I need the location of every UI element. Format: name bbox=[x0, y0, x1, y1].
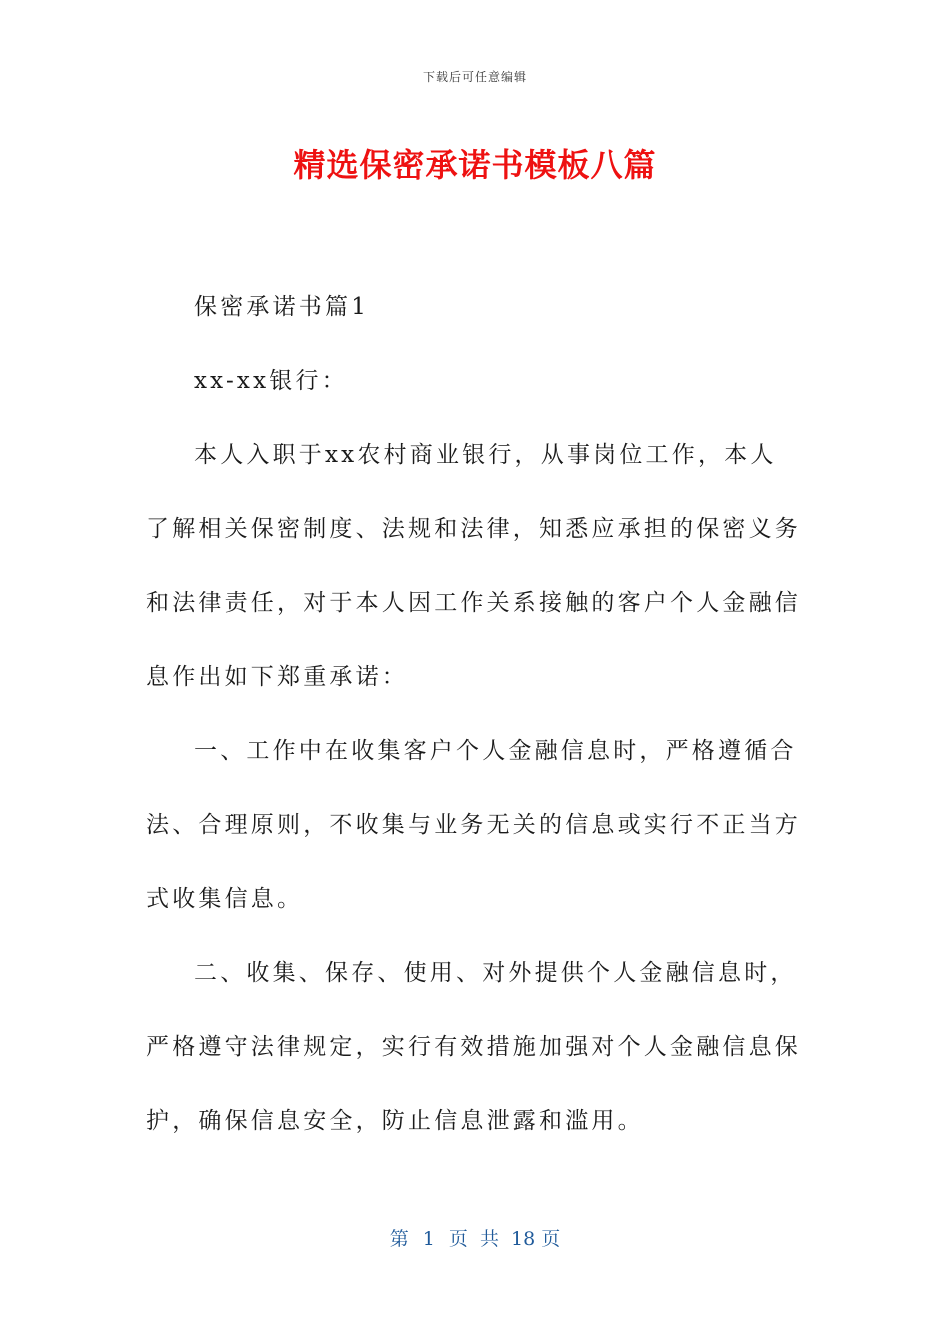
footer-current-page: 1 bbox=[422, 1228, 435, 1250]
footer-suffix: 页 bbox=[541, 1228, 561, 1250]
footer-prefix: 第 bbox=[389, 1228, 409, 1250]
addressee-line: xx-xx银行： bbox=[194, 368, 348, 394]
footer-total-pages: 18 bbox=[511, 1228, 536, 1250]
body-paragraph: 二、收集、保存、使用、对外提供个人金融信息时，严格遵守法律规定，实行有效措施加强对个人金融信息保护，确保信息安全，防止信息泄露和滥用。 bbox=[146, 960, 801, 1134]
header-note: 下载后可任意编辑 bbox=[422, 70, 527, 84]
document-body bbox=[146, 270, 802, 1158]
document-title: 精选保密承诺书模板八篇 bbox=[293, 146, 657, 184]
page-number-footer bbox=[0, 1224, 950, 1251]
body-paragraph: 一、工作中在收集客户个人金融信息时，严格遵循合法、合理原则，不收集与业务无关的信息或实行不正当方式收集信息。 bbox=[146, 738, 801, 912]
section-heading: 保密承诺书篇1 bbox=[194, 294, 370, 320]
body-paragraph: 本人入职于xx农村商业银行，从事岗位工作，本人了解相关保密制度、法规和法律，知悉应承担的保密义务和法律责任，对于本人因工作关系接触的客户个人金融信息作出如下郑重承诺： bbox=[146, 442, 801, 690]
footer-middle: 页 共 bbox=[448, 1228, 499, 1250]
